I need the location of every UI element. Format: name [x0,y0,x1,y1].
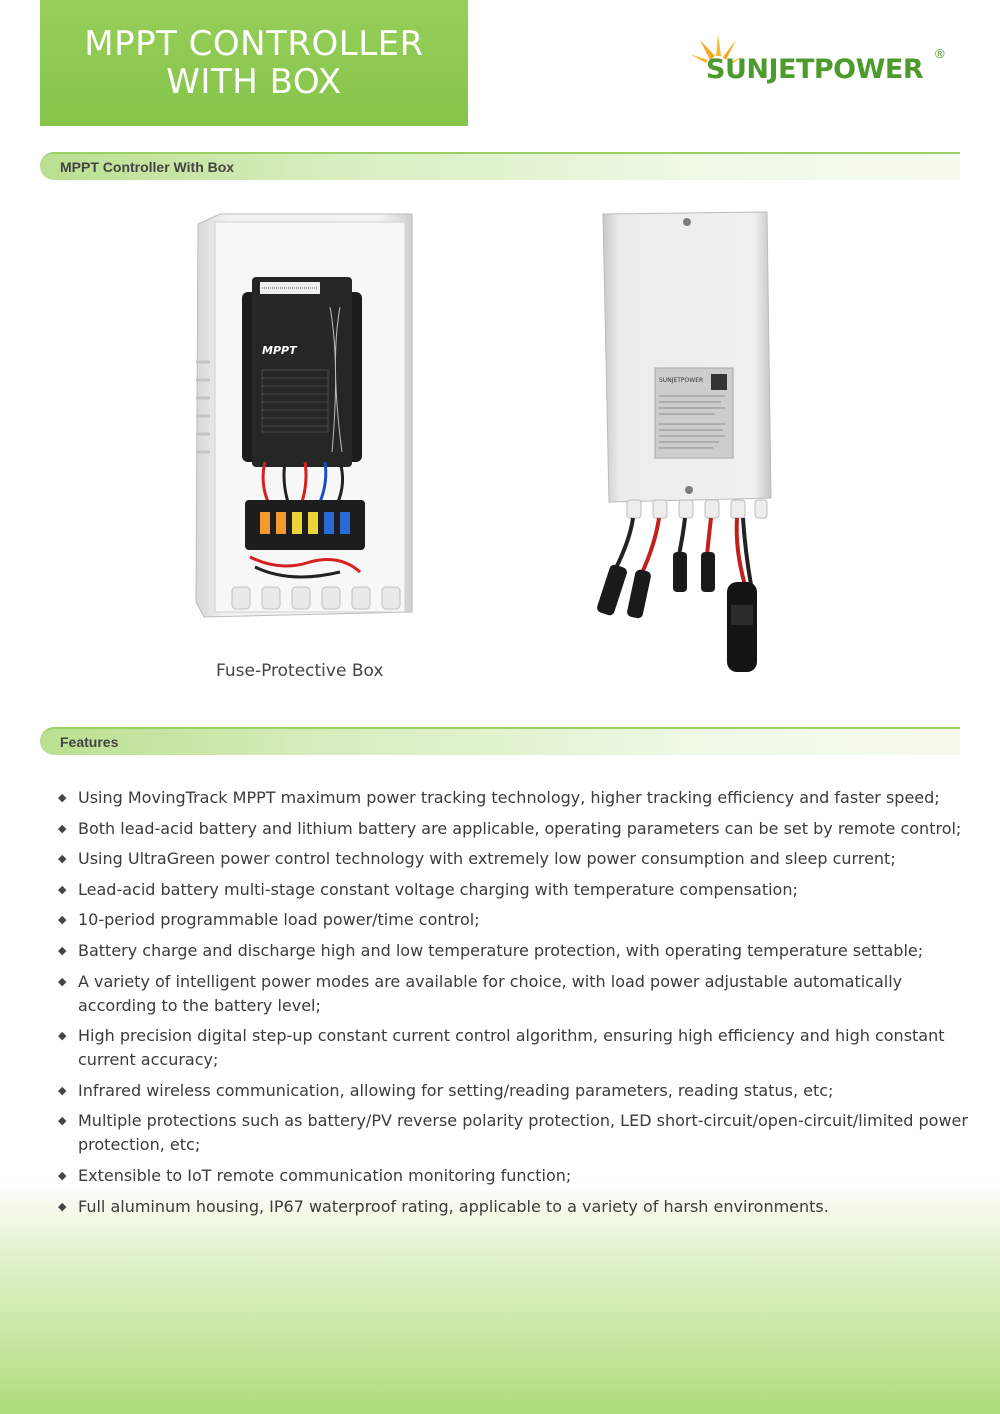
diamond-bullet-icon: ◆ [58,943,67,957]
diamond-bullet-icon: ◆ [58,882,67,896]
title-line-1: MPPT CONTROLLER [84,24,424,64]
section-title-product: MPPT Controller With Box [60,159,235,175]
diamond-bullet-icon: ◆ [58,1114,67,1128]
diamond-bullet-icon: ◆ [58,974,67,988]
title-line-2: WITH BOX [166,62,342,102]
registered-mark: ® [935,46,945,61]
feature-item: ◆ A variety of intelligent power modes are available for choice, with load power adjustable automatically according to the battery level; [58,971,903,1015]
section-bar-product [40,152,960,180]
feature-item: ◆ 10-period programmable load power/time control; [58,908,973,932]
brand-name: SUNJETPOWER [706,54,924,85]
feature-item: ◆ Both lead-acid battery and lithium battery are applicable, operating parameters can be set by remote control; [58,817,973,841]
section-bar-features [40,727,960,755]
feature-item: ◆ Using MovingTrack MPPT maximum power tracking technology, higher tracking efficiency and faster speed; [58,786,973,810]
diamond-bullet-icon: ◆ [58,1168,67,1182]
feature-item: ◆ Full aluminum housing, IP67 waterproof rating, applicable to a variety of harsh environments. [58,1195,973,1219]
section-title-features: Features [60,734,119,750]
diamond-bullet-icon: ◆ [58,913,67,927]
diamond-bullet-icon: ◆ [58,791,67,804]
feature-item: ◆ Battery charge and discharge high and low temperature protection, with operating temperature settable; [58,939,973,963]
fuse-box-caption: Fuse-Protective Box [216,661,384,681]
feature-item: ◆ Infrared wireless communication, allowing for setting/reading parameters, reading status, etc; [58,1079,973,1103]
fuse-box-photo [190,212,415,632]
feature-item: ◆ Using UltraGreen power control technology with extremely low power consumption and sleep current; [58,847,973,871]
feature-item: ◆ Extensible to IoT remote communication monitoring function; [58,1164,973,1188]
diamond-bullet-icon: ◆ [58,1029,67,1043]
feature-item: ◆ Multiple protections such as battery/PV reverse polarity protection, LED short-circuit/open-circuit/limited power protection, etc; [58,1111,968,1155]
diamond-bullet-icon: ◆ [58,1199,67,1213]
title-banner [40,0,468,126]
sunjetpower-logo [688,32,958,92]
feature-item: ◆ Lead-acid battery multi-stage constant voltage charging with temperature compensation; [58,878,973,902]
feature-item: ◆ High precision digital step-up constant current control algorithm, ensuring high efficiency and high constant current accuracy; [58,1026,945,1070]
diamond-bullet-icon: ◆ [58,821,67,835]
box-label-brand: SUNJETPOWER [659,377,704,384]
closed-box-photo [575,210,780,695]
diamond-bullet-icon: ◆ [58,852,67,866]
diamond-bullet-icon: ◆ [58,1083,67,1097]
controller-label: MPPT [262,344,297,357]
features-list [58,786,973,1225]
